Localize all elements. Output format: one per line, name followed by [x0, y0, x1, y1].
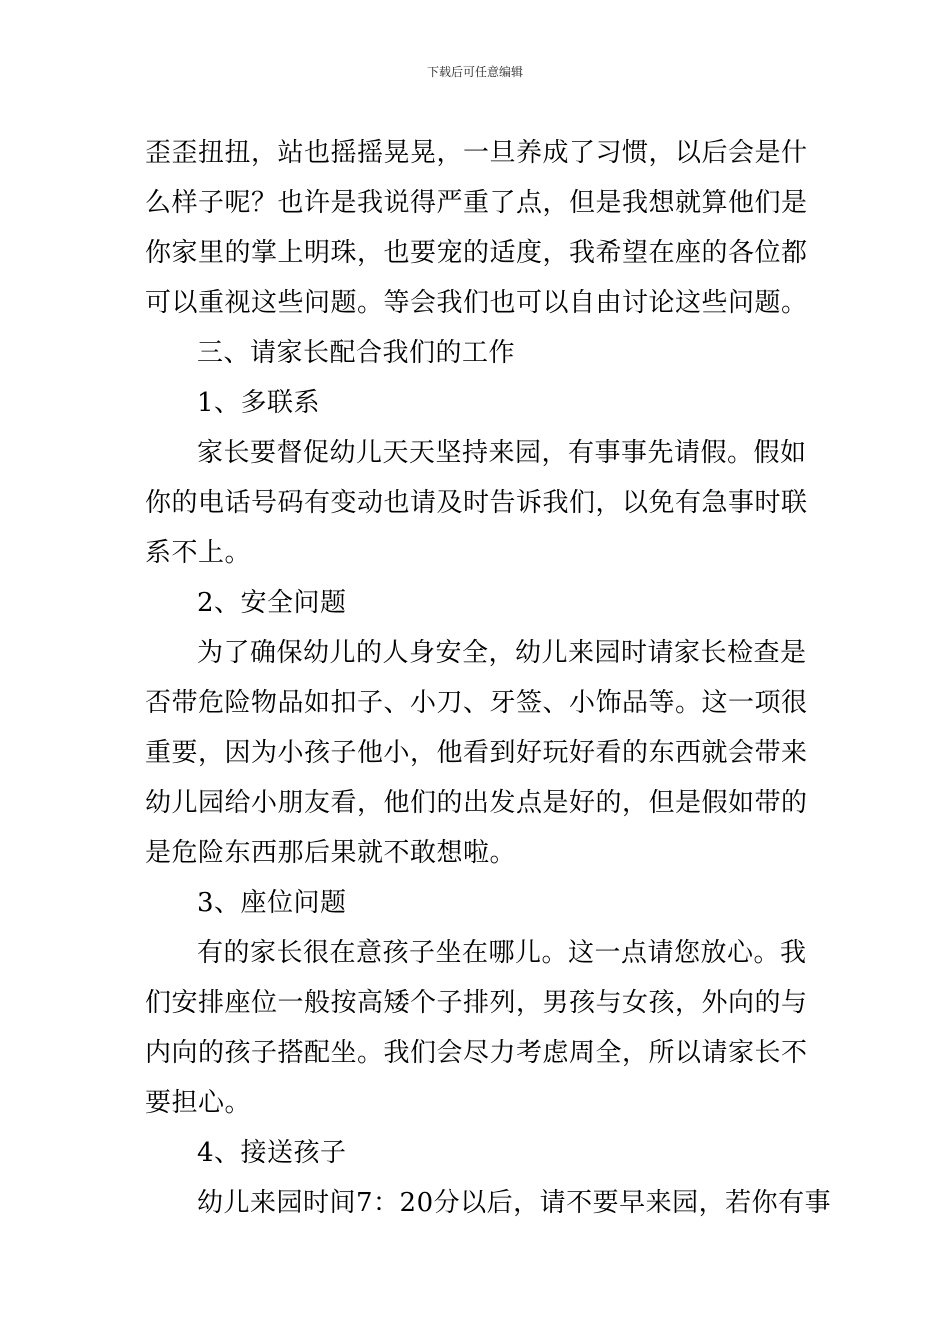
text-line: 幼儿园给小朋友看，他们的出发点是好的，但是假如带的 [145, 788, 808, 818]
text-line: 么样子呢？也许是我说得严重了点，但是我想就算他们是 [145, 188, 808, 218]
text-line: 家长要督促幼儿天天坚持来园，有事事先请假。假如 [197, 438, 807, 468]
text-line: 们安排座位一般按高矮个子排列，男孩与女孩，外向的与 [145, 988, 808, 1018]
text-line: 有的家长很在意孩子坐在哪儿。这一点请您放心。我 [197, 938, 807, 968]
section-heading: 三、请家长配合我们的工作 [197, 338, 516, 368]
text-line: 系不上。 [145, 538, 252, 568]
document-body [145, 128, 832, 1228]
text-line: 幼儿来园时间7：20分以后，请不要早来园，若你有事 [197, 1188, 832, 1218]
subsection-heading: 3、座位问题 [197, 888, 347, 918]
text-line: 歪歪扭扭，站也摇摇晃晃，一旦养成了习惯，以后会是什 [145, 138, 808, 168]
text-line: 你家里的掌上明珠，也要宠的适度，我希望在座的各位都 [145, 238, 808, 268]
text-line: 重要，因为小孩子他小，他看到好玩好看的东西就会带来 [145, 738, 808, 768]
text-line: 否带危险物品如扣子、小刀、牙签、小饰品等。这一项很 [145, 688, 808, 718]
text-line: 是危险东西那后果就不敢想啦。 [145, 838, 517, 868]
subsection-heading: 1、多联系 [197, 388, 321, 418]
text-line: 可以重视这些问题。等会我们也可以自由讨论这些问题。 [145, 288, 808, 318]
text-line: 要担心。 [145, 1088, 252, 1118]
page-header: 下载后可任意编辑 [426, 65, 523, 79]
text-line: 你的电话号码有变动也请及时告诉我们，以免有急事时联 [145, 488, 808, 518]
subsection-heading: 4、接送孩子 [197, 1138, 347, 1168]
text-line: 为了确保幼儿的人身安全，幼儿来园时请家长检查是 [197, 638, 807, 668]
subsection-heading: 2、安全问题 [197, 588, 347, 618]
text-line: 内向的孩子搭配坐。我们会尽力考虑周全，所以请家长不 [145, 1038, 808, 1068]
